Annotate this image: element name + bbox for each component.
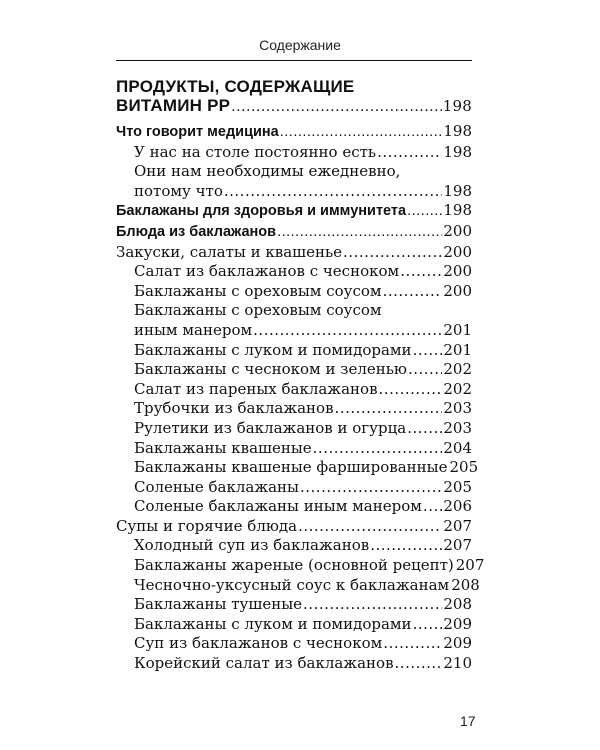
entry-page: 198 [443,122,472,140]
toc-entry[interactable] [116,458,479,478]
toc-entry[interactable] [116,439,472,459]
entry-title: Соленые баклажаны [134,477,299,496]
entry-page: 208 [451,575,480,594]
entry-title: Суп из баклажанов с чесноком [134,634,383,653]
leader-dots [413,615,443,635]
entry-title-line-1: Они нам необходимы ежедневно, [134,162,401,181]
entry-page: 198 [443,181,472,200]
leader-dots [379,380,443,400]
chapter-title-line-1: ПРОДУКТЫ, СОДЕРЖАЩИЕ [116,77,355,96]
leader-dots [383,282,443,302]
toc-entry[interactable] [116,399,472,419]
leader-dots [377,143,442,163]
leader-dots [408,360,442,380]
toc-entry[interactable] [116,575,480,596]
entry-page: 198 [443,142,472,161]
leader-dots [231,98,442,117]
toc-entry-on-table[interactable] [116,143,472,163]
page-number: 17 [460,713,476,729]
entry-page: 200 [443,262,472,281]
header-rule [116,60,472,61]
chapter-title-line-2 [116,96,472,117]
entry-page: 201 [443,340,472,359]
leader-dots [423,497,442,517]
toc-section-appetizers[interactable] [116,243,472,263]
entry-page: 202 [443,379,472,398]
entry-page: 208 [443,595,472,614]
entry-title: Что говорит медицина [116,124,279,140]
leader-dots [298,517,442,537]
toc-entry-daily-need[interactable] [116,162,472,201]
leader-dots [400,262,442,282]
entry-title: Соленые баклажаны иным манером [134,497,422,516]
toc-entry[interactable] [116,360,472,380]
leader-dots [280,123,443,143]
entry-page: 200 [443,242,472,261]
toc-entry[interactable] [116,341,472,361]
leader-dots [383,634,442,654]
entry-page: 200 [443,281,472,300]
leader-dots [300,478,442,498]
entry-title: Корейский салат из баклажанов [134,654,394,673]
entry-page: 203 [443,418,472,437]
entry-title: Блюда из баклажанов [116,223,277,240]
entry-title: Трубочки из баклажанов [134,399,334,418]
leader-dots [407,202,442,222]
entry-page: 207 [443,536,472,555]
entry-page: 210 [443,654,472,673]
entry-title: Супы и горячие блюда [116,516,298,535]
toc-entry[interactable] [116,615,472,635]
toc-entry[interactable] [116,478,472,498]
entry-page: 201 [443,320,472,339]
leader-dots [335,399,443,419]
entry-title: Баклажаны с ореховым соусом [134,281,382,300]
chapter-title-text: ВИТАМИН PP [116,96,231,115]
entry-title: Баклажаны квашеные фаршированные [134,458,448,477]
leader-dots [407,419,442,439]
leader-dots [253,321,442,341]
running-head: Содержание [259,37,341,53]
entry-title: иным манером [134,320,253,339]
entry-title: Баклажаны тушеные [134,595,303,614]
toc-entry[interactable] [116,380,472,400]
leader-dots [313,439,443,459]
toc-entry-medicine[interactable] [116,122,472,143]
toc-entry[interactable] [116,282,472,302]
entry-title: Баклажаны с луком и помидорами [134,614,412,633]
entry-page: 202 [443,360,472,379]
entry-title: Рулетики из баклажанов и огурца [134,418,407,437]
entry-page: 205 [449,458,479,477]
entry-title: У нас на столе постоянно есть [134,142,377,161]
entry-title: Баклажаны жареные (основной рецепт) [134,556,454,575]
leader-dots [277,223,442,243]
toc-entry[interactable] [116,654,472,674]
entry-page: 209 [443,634,472,653]
toc-entry[interactable] [116,556,485,576]
table-of-contents [116,77,485,674]
entry-title: Закуски, салаты и квашенье [116,242,343,261]
entry-page: 207 [455,556,485,575]
toc-entry[interactable] [116,634,472,654]
entry-page: 206 [443,497,472,516]
chapter-heading[interactable] [116,77,472,117]
toc-entry[interactable] [116,419,472,439]
entry-page: 203 [443,399,472,418]
entry-title-line-1: Баклажаны с ореховым соусом [134,301,382,320]
toc-entry[interactable] [116,262,472,282]
toc-entry[interactable] [116,595,472,615]
entry-title: Холодный суп из баклажанов [134,536,370,555]
entry-title: потому что [134,181,223,200]
leader-dots [370,536,442,556]
entry-page: 198 [443,201,472,220]
entry-title: Баклажаны с луком и помидорами [134,340,412,359]
leader-dots [303,595,442,615]
entry-title: Баклажаны для здоровья и иммунитета [116,203,407,220]
entry-title: Чесночно-уксусный соус к баклажанам [134,575,450,594]
leader-dots [343,243,442,263]
leader-dots [395,654,443,674]
toc-entry-dishes[interactable] [116,222,472,243]
toc-entry-health[interactable] [116,201,472,222]
entry-page: 204 [443,438,472,457]
entry-title: Баклажаны квашеные [134,438,312,457]
toc-entry[interactable] [116,536,472,556]
toc-section-soups[interactable] [116,517,472,537]
leader-dots [224,182,442,202]
entry-page: 205 [443,477,472,496]
toc-entry[interactable] [116,497,472,517]
entry-title: Баклажаны с чесноком и зеленью [134,360,407,379]
chapter-page: 198 [442,97,472,115]
entry-page: 207 [443,516,472,535]
entry-page: 209 [443,614,472,633]
entry-title: Салат из баклажанов с чесноком [134,262,400,281]
toc-entry[interactable] [116,301,472,340]
entry-page: 200 [443,221,472,240]
entry-title: Салат из пареных баклажанов [134,379,378,398]
leader-dots [413,341,443,361]
